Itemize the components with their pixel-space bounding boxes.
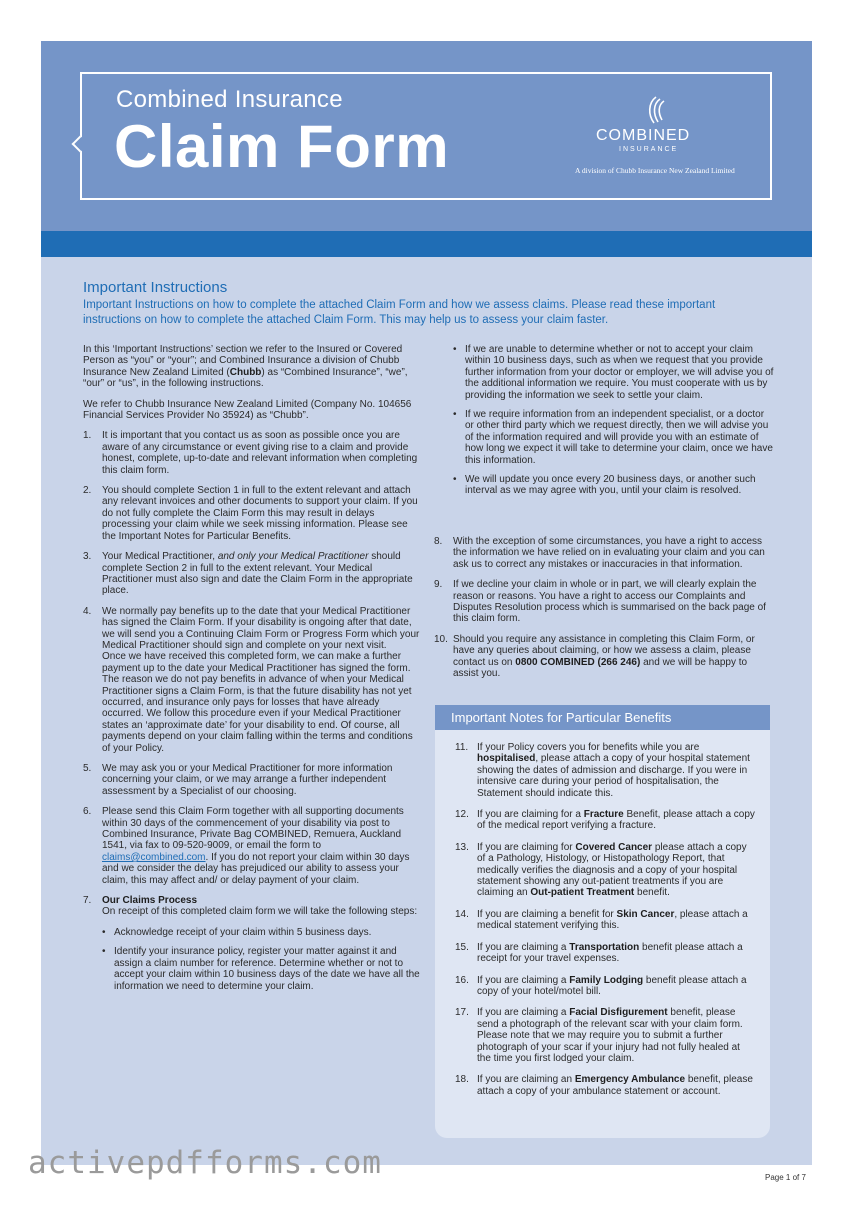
logo-name: COMBINED	[596, 127, 691, 144]
note-item: 11. If your Policy covers you for benefits while you are hospitalised, please attach a copy of your hospital statement showing the dates of admission and discharge. If you were in intensive care during your period of hospitalisation, the Statement should indicate this.	[455, 742, 750, 799]
left-column	[83, 344, 423, 1001]
notes-heading: Important Notes for Particular Benefits	[435, 705, 770, 730]
bullet-item: • Identify your insurance policy, register your matter against it and assign a claim number for reference. Determine whether or not to accept your claim within 10 business days of the date we have all the information we need to determine your claim.	[102, 946, 420, 992]
instructions-heading: Important Instructions	[83, 279, 228, 296]
watermark: activepdfforms.com	[28, 1145, 382, 1181]
note-item: 16. If you are claiming a Family Lodging benefit please attach a copy of your hotel/motel bill.	[455, 974, 747, 997]
list-item: 6. Please send this Claim Form together with all supporting documents within 30 days of the commencement of your disability via post to Combined Insurance, Private Bag COMBINED, Remuera, Auckland 1541, via fax to 09-520-9009, or email the form to claims@combined.com. If you do not report your claim within 30 days and we consider the delay has prejudiced our ability to assess your claim, this may affect and/ or delay payment of your claim.	[83, 806, 410, 886]
definitions-paragraph: In this ‘Important Instructions’ section we refer to the Insured or Covered Person as “you” or “your”; and Combined Insurance a division of Chubb Insurance New Zealand Limited (Chubb) as “Combined Insurance”, “we”, “our” or “us”, in the following instructions.	[83, 344, 408, 390]
list-item: 2. You should complete Section 1 in full to the extent relevant and attach any relevant invoices and other documents to support your claim. If you do not fully complete the Claim Form this may result in delays processing your claim while we seek missing information. Please see the Important Notes for Particular Benefits.	[83, 485, 418, 542]
note-item: 17. If you are claiming a Facial Disfigurement benefit, please send a photograph of the relevant scar with your claim form. Please note that we may require you to submit a further photograph of your scar if your injury had not fully healed at the time you first lodged your claim.	[455, 1007, 743, 1064]
list-item: 10. Should you require any assistance in completing this Claim Form, or have any queries about claiming, or how we assess a claim, please contact us on 0800 COMBINED (266 246) and we will be happy to assist you.	[434, 633, 755, 680]
list-item: 3. Your Medical Practitioner, and only your Medical Practitioner should complete Section 2 in full to the extent relevant. Your Medical Practitioner must also sign and date the Claim Form in the appropriate place.	[83, 551, 413, 597]
note-item: 14. If you are claiming a benefit for Skin Cancer, please attach a medical statement verifying this.	[455, 908, 748, 932]
instructions-intro: Important Instructions on how to complete the attached Claim Form and how we assess claims. Please read these important instructions on how to complete the attached Claim Form. This may help us to assess your claim faster.	[83, 299, 716, 326]
notes-list	[455, 742, 755, 1107]
list-item: 9. If we decline your claim in whole or in part, we will clearly explain the reason or reasons. You have a right to access our Complaints and Disputes Resolution process which is summarised on the back page of this claim form.	[434, 579, 766, 625]
claims-process-title: Our Claims Process	[102, 895, 198, 907]
page-number: Page 1 of 7	[765, 1173, 806, 1182]
note-item: 15. If you are claiming a Transportation benefit please attach a receipt for your travel expenses.	[455, 941, 743, 965]
logo-sub: INSURANCE	[619, 146, 679, 153]
note-item: 13. If you are claiming for Covered Cancer please attach a copy of a Pathology, Histology, or Histopathology Report, that medically verifies the diagnosis and a copy of your hospital statement showing any out-patient treatments if you are claiming an Out-patient Treatment benefit.	[455, 841, 747, 899]
contact-number: 0800 COMBINED (266 246)	[515, 656, 641, 668]
list-item: 1. It is important that you contact us as soon as possible once you are aware of any circumstance or event giving rise to a claim and provide honest, complete, up-to-date and relevant information when completing this claim form.	[83, 430, 418, 476]
bullet-item: • We will update you once every 20 business days, or another such interval as we may agree with you, until your claim is resolved.	[453, 474, 756, 497]
right-column-list	[434, 536, 774, 688]
note-item: 18. If you are claiming an Emergency Ambulance benefit, please attach a copy of your ambulance statement or account.	[455, 1074, 753, 1097]
list-item: 7. Our Claims Process On receipt of this completed claim form we will take the following steps: • Acknowledge receipt of your claim within 5 business days. • Identify your insurance policy, register your matter against it and assign a claim number for reference. Determine whether or not to accept your claim within 10 business days of the date we have all the information we need to determine your claim.	[83, 895, 423, 992]
right-column	[453, 344, 775, 505]
logo-tagline: A division of Chubb Insurance New Zealand Limited	[575, 166, 735, 175]
brand-subtitle: Combined Insurance	[116, 86, 343, 113]
page-title: Claim Form	[114, 113, 450, 180]
list-item: 5. We may ask you or your Medical Practitioner for more information concerning your claim, or we may arrange a further independent assessment by a Specialist of our choosing.	[83, 763, 393, 797]
note-item: 12. If you are claiming for a Fracture Benefit, please attach a copy of the medical report verifying a fracture.	[455, 809, 755, 832]
chubb-paragraph: We refer to Chubb Insurance New Zealand Limited (Company No. 104656 Financial Services Provider No 35924) as “Chubb”.	[83, 398, 412, 422]
bullet-item: • Acknowledge receipt of your claim within 5 business days.	[102, 926, 372, 938]
feather-swirl-icon	[640, 95, 670, 125]
bullet-item: • If we are unable to determine whether or not to accept your claim within 10 business days, such as when we request that you provide further information from your doctor or employer, we will advise you of the additional information we require. You must cooperate with us by providing the information we seek to settle your claim.	[453, 344, 774, 401]
header-stripe	[41, 231, 812, 257]
list-item: 4. We normally pay benefits up to the date that your Medical Practitioner has signed the Claim Form. If your disability is ongoing after that date, we will send you a Continuing Claim Form or Progress Form which your Medical Practitioner should sign and complete on your next visit. Once we have received this completed form, we can make a further payment up to the date your Medical Practitioner has signed the form. The reason we do not pay benefits in advance of when your Medical Practitioner signs a Claim Form, is that the future disability has not yet occurred, and insurance only pays for losses that have already occurred. We follow this procedure even if your Medical Practitioner states an ‘approximate date’ for your disability to end. Of course, all payments depend on your claim falling within the terms and conditions of your Policy.	[83, 605, 420, 754]
list-item: 8. With the exception of some circumstances, you have a right to access the information we have relied on in evaluating your claim and you can ask us to correct any mistakes or inaccuracies in that information.	[434, 536, 765, 570]
bullet-item: • If we require information from an independent specialist, or a doctor or other third party which we request directly, then we will advise you of the information required and will provide you with an estimate of how long we expect it will take to determine your claim, once we have this information.	[453, 409, 773, 466]
email-link[interactable]: claims@combined.com	[102, 851, 206, 863]
